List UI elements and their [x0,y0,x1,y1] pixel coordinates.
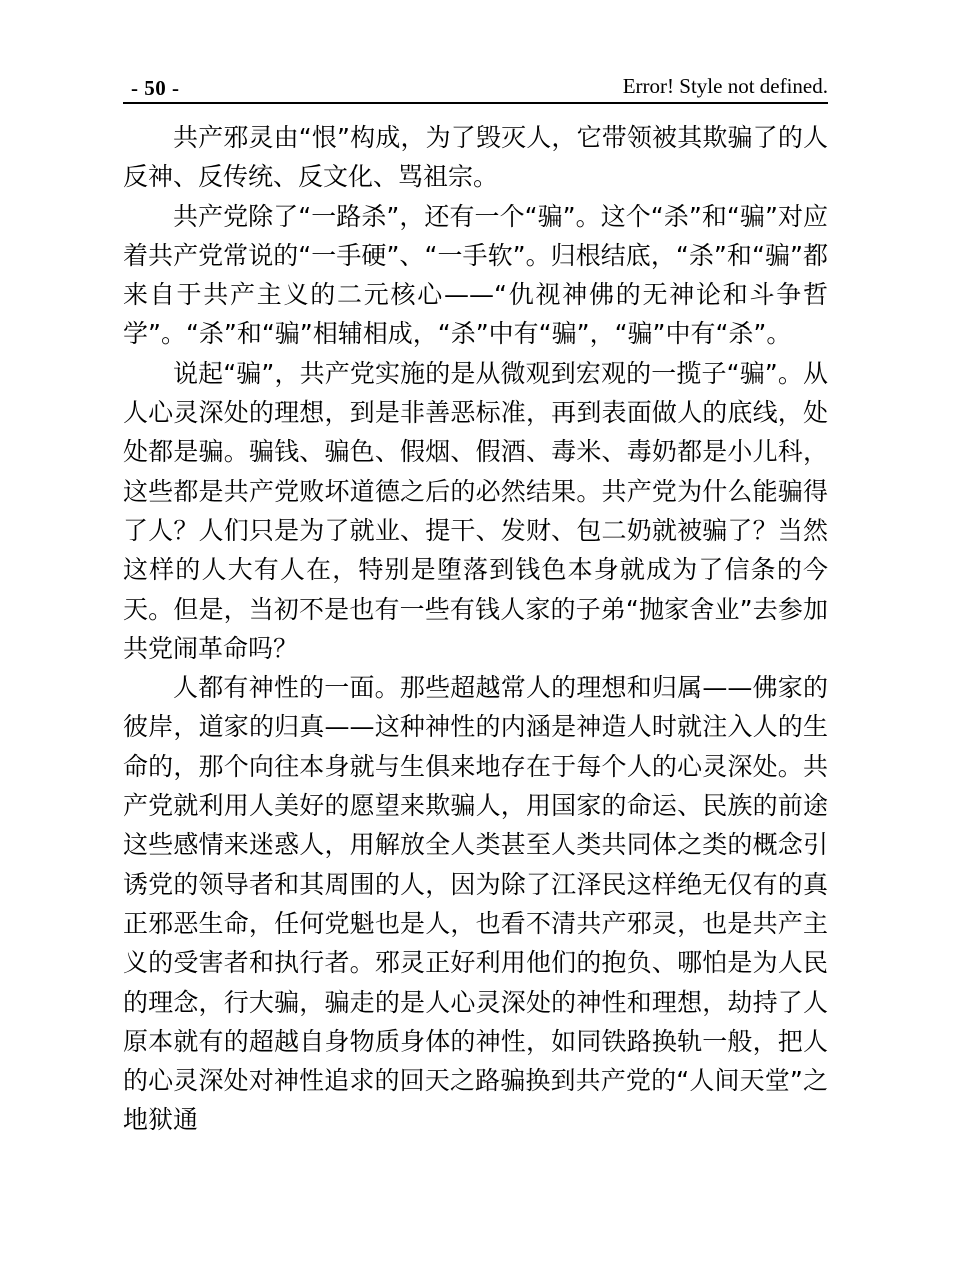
page-header [123,66,828,104]
body-text [123,118,828,1140]
paragraph: 人都有神性的一面。那些超越常人的理想和归属——佛家的彼岸，道家的归真——这种神性的内涵是神造人时就注入人的生命的，那个向往本身就与生俱来地存在于每个人的心灵深处。共产党就利用人美好的愿望来欺骗人，用国家的命运、民族的前途这些感情来迷惑人，用解放全人类甚至人类共同体之类的概念引诱党的领导者和其周围的人，因为除了江泽民这样绝无仅有的真正邪恶生命，任何党魁也是人，也看不清共产邪灵，也是共产主义的受害者和执行者。邪灵正好利用他们的抱负、哪怕是为人民的理念，行大骗，骗走的是人心灵深处的神性和理想，劫持了人原本就有的超越自身物质身体的神性，如同铁路换轨一般，把人的心灵深处对神性追求的回天之路骗换到共产党的“人间天堂”之地狱通 [123,673,828,1135]
paragraph: 共产党除了“一路杀”，还有一个“骗”。这个“杀”和“骗”对应着共产党常说的“一手硬”、“一手软”。归根结底，“杀”和“骗”都来自于共产主义的二元核心——“仇视神佛的无神论和斗争哲学”。“杀”和“骗”相辅相成，“杀”中有“骗”，“骗”中有“杀”。 [123,201,828,349]
running-title: Error! Style not defined. [622,74,828,98]
paragraph: 共产邪灵由“恨”构成，为了毁灭人，它带领被其欺骗了的人反神、反传统、反文化、骂祖宗。 [123,123,828,192]
page-number: - 50 - [131,76,180,100]
paragraph: 说起“骗”，共产党实施的是从微观到宏观的一揽子“骗”。从人心灵深处的理想，到是非善恶标准，再到表面做人的底线，处处都是骗。骗钱、骗色、假烟、假酒、毒米、毒奶都是小儿科，这些都是共产党败坏道德之后的必然结果。共产党为什么能骗得了人？人们只是为了就业、提干、发财、包二奶就被骗了？当然这样的人大有人在，特别是堕落到钱色本身就成为了信条的今天。但是，当初不是也有一些有钱人家的子弟“抛家舍业”去参加共党闹革命吗？ [123,358,828,663]
